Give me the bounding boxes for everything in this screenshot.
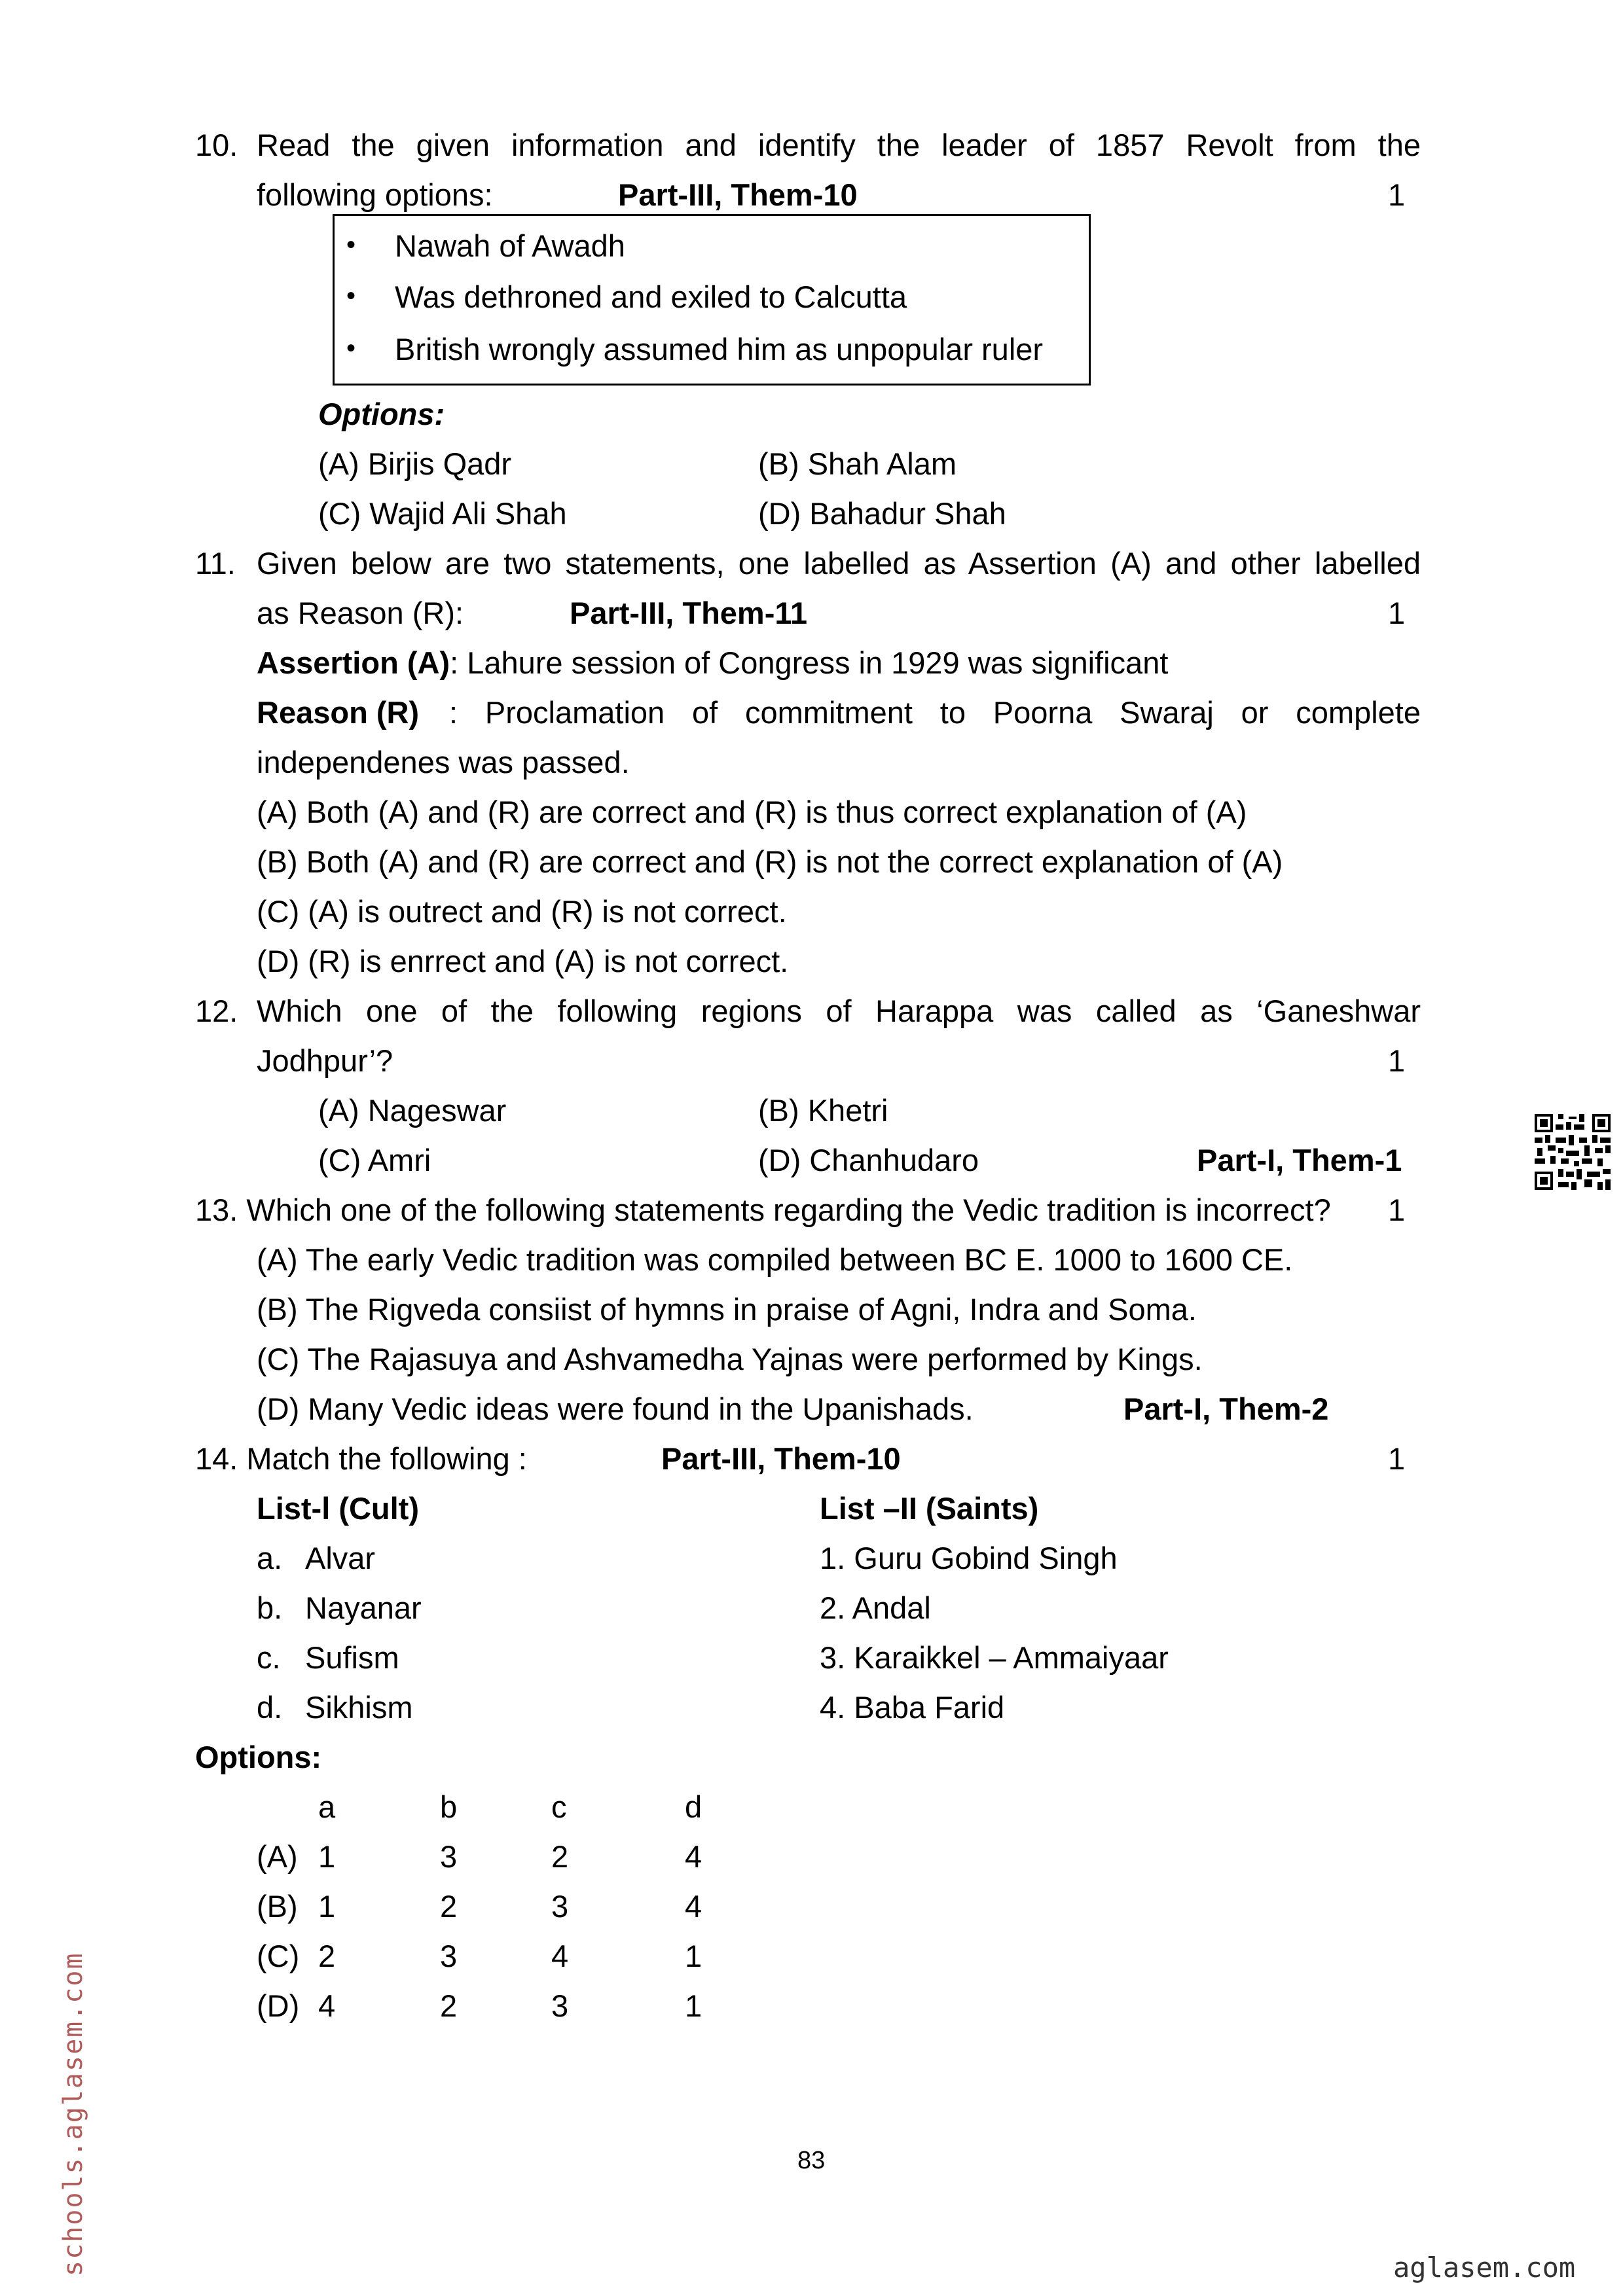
option-cell: 2 — [440, 1889, 458, 1924]
q10-text-line1: Read the given information and identify the leader of 1857 Revolt from the — [257, 128, 1421, 162]
list1-item: Sufism — [305, 1640, 399, 1675]
q13-text: 13. Which one of the following statements regarding the Vedic tradition is incorrect? — [195, 1193, 1331, 1227]
option-row-label: (C) — [257, 1939, 300, 1973]
q10-option-d: (D) Bahadur Shah — [758, 496, 1006, 531]
q10-info-box — [333, 214, 1091, 386]
q10-options-label: Options: — [318, 397, 445, 431]
q10-bullet-1: Nawah of Awadh — [395, 228, 625, 263]
option-cell: 3 — [440, 1839, 458, 1874]
q12-option-c: (C) Amri — [318, 1143, 431, 1177]
q13-option-c: (C) The Rajasuya and Ashvamedha Yajnas were performed by Kings. — [257, 1342, 1203, 1376]
q11-tag: Part-III, Them-11 — [570, 596, 808, 630]
option-cell: 1 — [318, 1839, 336, 1874]
watermark-right: aglasem.com — [1393, 2251, 1576, 2284]
q14-tag: Part-III, Them-10 — [661, 1441, 901, 1476]
option-cell: 1 — [318, 1889, 336, 1924]
option-row-label: (D) — [257, 1988, 300, 2023]
list1-letter: c. — [257, 1640, 281, 1675]
q12-number: 12. — [195, 994, 238, 1028]
col-header-d: d — [685, 1789, 702, 1824]
list1-item: Nayanar — [305, 1590, 422, 1625]
q10-option-c: (C) Wajid Ali Shah — [318, 496, 567, 531]
q12-marks: 1 — [1388, 1043, 1406, 1078]
list1-header: List-l (Cult) — [257, 1491, 419, 1526]
col-header-b: b — [440, 1789, 458, 1824]
bullet-icon: • — [346, 281, 356, 310]
q12-text-line1: Which one of the following regions of Harappa was called as ‘Ganeshwar — [257, 994, 1421, 1028]
q14-options-label: Options: — [195, 1740, 322, 1774]
list2-item: 1. Guru Gobind Singh — [820, 1541, 1118, 1575]
q11-option-d: (D) (R) is enrrect and (A) is not correct. — [257, 944, 789, 978]
reason-continuation: independenes was passed. — [257, 745, 630, 780]
option-cell: 4 — [551, 1939, 569, 1973]
option-cell: 3 — [551, 1889, 569, 1924]
list1-item: Alvar — [305, 1541, 376, 1575]
col-header-a: a — [318, 1789, 336, 1824]
q10-marks: 1 — [1388, 177, 1406, 212]
option-row-label: (A) — [257, 1839, 298, 1874]
list2-item: 2. Andal — [820, 1590, 931, 1625]
q10-bullet-3: British wrongly assumed him as unpopular ruler — [395, 332, 1044, 367]
q12-option-b: (B) Khetri — [758, 1093, 888, 1128]
watermark-left: schools.aglasem.com — [58, 1952, 88, 2276]
q10-option-a: (A) Birjis Qadr — [318, 446, 512, 481]
q11-number: 11. — [195, 546, 236, 581]
q13-option-b: (B) The Rigveda consiist of hymns in praise of Agni, Indra and Soma. — [257, 1292, 1197, 1327]
q11-option-b: (B) Both (A) and (R) are correct and (R) is not the correct explanation of (A) — [257, 844, 1283, 879]
q10-text-line2: following options: — [257, 177, 493, 212]
q11-text-line2: as Reason (R): — [257, 596, 464, 630]
q12-tag: Part-I, Them-1 — [1197, 1143, 1402, 1177]
assertion-label: Assertion (A) — [257, 645, 450, 680]
option-cell: 1 — [685, 1939, 702, 1973]
option-cell: 4 — [318, 1988, 336, 2023]
reason-label: Reason (R) — [257, 695, 420, 730]
option-cell: 3 — [551, 1988, 569, 2023]
q12-text-line2: Jodhpur’? — [257, 1043, 393, 1078]
q13-option-a: (A) The early Vedic tradition was compiled between BC E. 1000 to 1600 CE. — [257, 1242, 1293, 1277]
q14-marks: 1 — [1388, 1441, 1406, 1476]
q11-assertion — [257, 647, 1168, 678]
reason-text: : Proclamation of commitment to Poorna Swaraj or complete — [449, 695, 1421, 730]
list1-item: Sikhism — [305, 1690, 413, 1725]
q11-option-a: (A) Both (A) and (R) are correct and (R) is thus correct explanation of (A) — [257, 795, 1247, 829]
option-cell: 2 — [440, 1988, 458, 2023]
q13-marks: 1 — [1388, 1193, 1406, 1227]
q13-option-d: (D) Many Vedic ideas were found in the Upanishads. — [257, 1391, 974, 1426]
q12-option-d: (D) Chanhudaro — [758, 1143, 979, 1177]
q11-option-c: (C) (A) is outrect and (R) is not correct. — [257, 894, 787, 929]
option-cell: 1 — [685, 1988, 702, 2023]
option-cell: 4 — [685, 1839, 702, 1874]
bullet-icon: • — [346, 230, 356, 259]
q11-text-line1: Given below are two statements, one labelled as Assertion (A) and other labelled — [257, 546, 1421, 581]
option-cell: 2 — [551, 1839, 569, 1874]
list2-item: 4. Baba Farid — [820, 1690, 1005, 1725]
bullet-icon: • — [346, 334, 356, 363]
q10-tag: Part-III, Them-10 — [618, 177, 858, 212]
list1-letter: d. — [257, 1690, 283, 1725]
q11-marks: 1 — [1388, 596, 1406, 630]
option-cell: 4 — [685, 1889, 702, 1924]
q13-tag: Part-I, Them-2 — [1123, 1391, 1329, 1426]
q10-number: 10. — [195, 128, 238, 162]
option-row-label: (B) — [257, 1889, 298, 1924]
assertion-text: : Lahure session of Congress in 1929 was significant — [450, 645, 1169, 680]
list2-item: 3. Karaikkel – Ammaiyaar — [820, 1640, 1169, 1675]
col-header-c: c — [551, 1789, 567, 1824]
q12-option-a: (A) Nageswar — [318, 1093, 507, 1128]
list1-letter: b. — [257, 1590, 283, 1625]
page-number: 83 — [797, 2147, 826, 2174]
q10-bullet-2: Was dethroned and exiled to Calcutta — [395, 279, 907, 314]
qr-code-icon — [1535, 1114, 1611, 1190]
option-cell: 3 — [440, 1939, 458, 1973]
q10-option-b: (B) Shah Alam — [758, 446, 957, 481]
q14-text: 14. Match the following : — [195, 1441, 527, 1476]
list1-letter: a. — [257, 1541, 283, 1575]
list2-header: List –II (Saints) — [820, 1491, 1039, 1526]
option-cell: 2 — [318, 1939, 336, 1973]
